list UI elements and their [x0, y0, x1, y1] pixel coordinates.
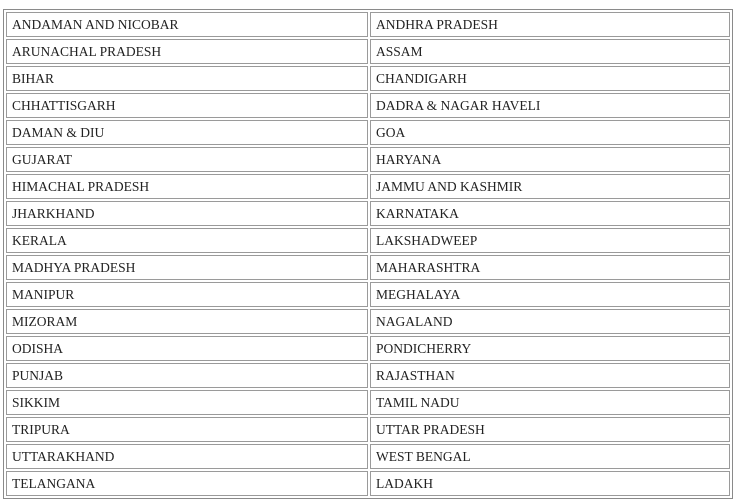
state-cell: ARUNACHAL PRADESH	[6, 39, 368, 64]
table-row	[6, 120, 730, 145]
state-cell: BIHAR	[6, 66, 368, 91]
table-row	[6, 309, 730, 334]
state-cell: DAMAN & DIU	[6, 120, 368, 145]
state-cell: UTTAR PRADESH	[370, 417, 730, 442]
table-row	[6, 66, 730, 91]
state-cell: JAMMU AND KASHMIR	[370, 174, 730, 199]
state-cell: TELANGANA	[6, 471, 368, 496]
state-cell: ANDHRA PRADESH	[370, 12, 730, 37]
state-cell: PUNJAB	[6, 363, 368, 388]
state-cell: HARYANA	[370, 147, 730, 172]
state-cell: PONDICHERRY	[370, 336, 730, 361]
state-cell: ASSAM	[370, 39, 730, 64]
table-row	[6, 390, 730, 415]
state-cell: NAGALAND	[370, 309, 730, 334]
state-cell: TAMIL NADU	[370, 390, 730, 415]
state-cell: MIZORAM	[6, 309, 368, 334]
state-cell: RAJASTHAN	[370, 363, 730, 388]
state-cell: KERALA	[6, 228, 368, 253]
table-row	[6, 255, 730, 280]
state-cell: HIMACHAL PRADESH	[6, 174, 368, 199]
state-cell: TRIPURA	[6, 417, 368, 442]
states-table	[3, 9, 733, 499]
states-table-body	[6, 12, 730, 496]
state-cell: MANIPUR	[6, 282, 368, 307]
table-row	[6, 12, 730, 37]
state-cell: SIKKIM	[6, 390, 368, 415]
table-row	[6, 147, 730, 172]
table-row	[6, 39, 730, 64]
table-row	[6, 444, 730, 469]
state-cell: LAKSHADWEEP	[370, 228, 730, 253]
state-cell: GOA	[370, 120, 730, 145]
state-cell: UTTARAKHAND	[6, 444, 368, 469]
state-cell: KARNATAKA	[370, 201, 730, 226]
state-cell: JHARKHAND	[6, 201, 368, 226]
table-row	[6, 417, 730, 442]
table-row	[6, 201, 730, 226]
table-row	[6, 174, 730, 199]
state-cell: CHANDIGARH	[370, 66, 730, 91]
table-row	[6, 228, 730, 253]
table-row	[6, 93, 730, 118]
state-cell: DADRA & NAGAR HAVELI	[370, 93, 730, 118]
state-cell: LADAKH	[370, 471, 730, 496]
state-cell: GUJARAT	[6, 147, 368, 172]
state-cell: MEGHALAYA	[370, 282, 730, 307]
state-cell: ODISHA	[6, 336, 368, 361]
table-row	[6, 336, 730, 361]
state-cell: WEST BENGAL	[370, 444, 730, 469]
state-cell: MAHARASHTRA	[370, 255, 730, 280]
state-cell: MADHYA PRADESH	[6, 255, 368, 280]
state-cell: ANDAMAN AND NICOBAR	[6, 12, 368, 37]
table-row	[6, 471, 730, 496]
table-row	[6, 363, 730, 388]
state-cell: CHHATTISGARH	[6, 93, 368, 118]
table-row	[6, 282, 730, 307]
